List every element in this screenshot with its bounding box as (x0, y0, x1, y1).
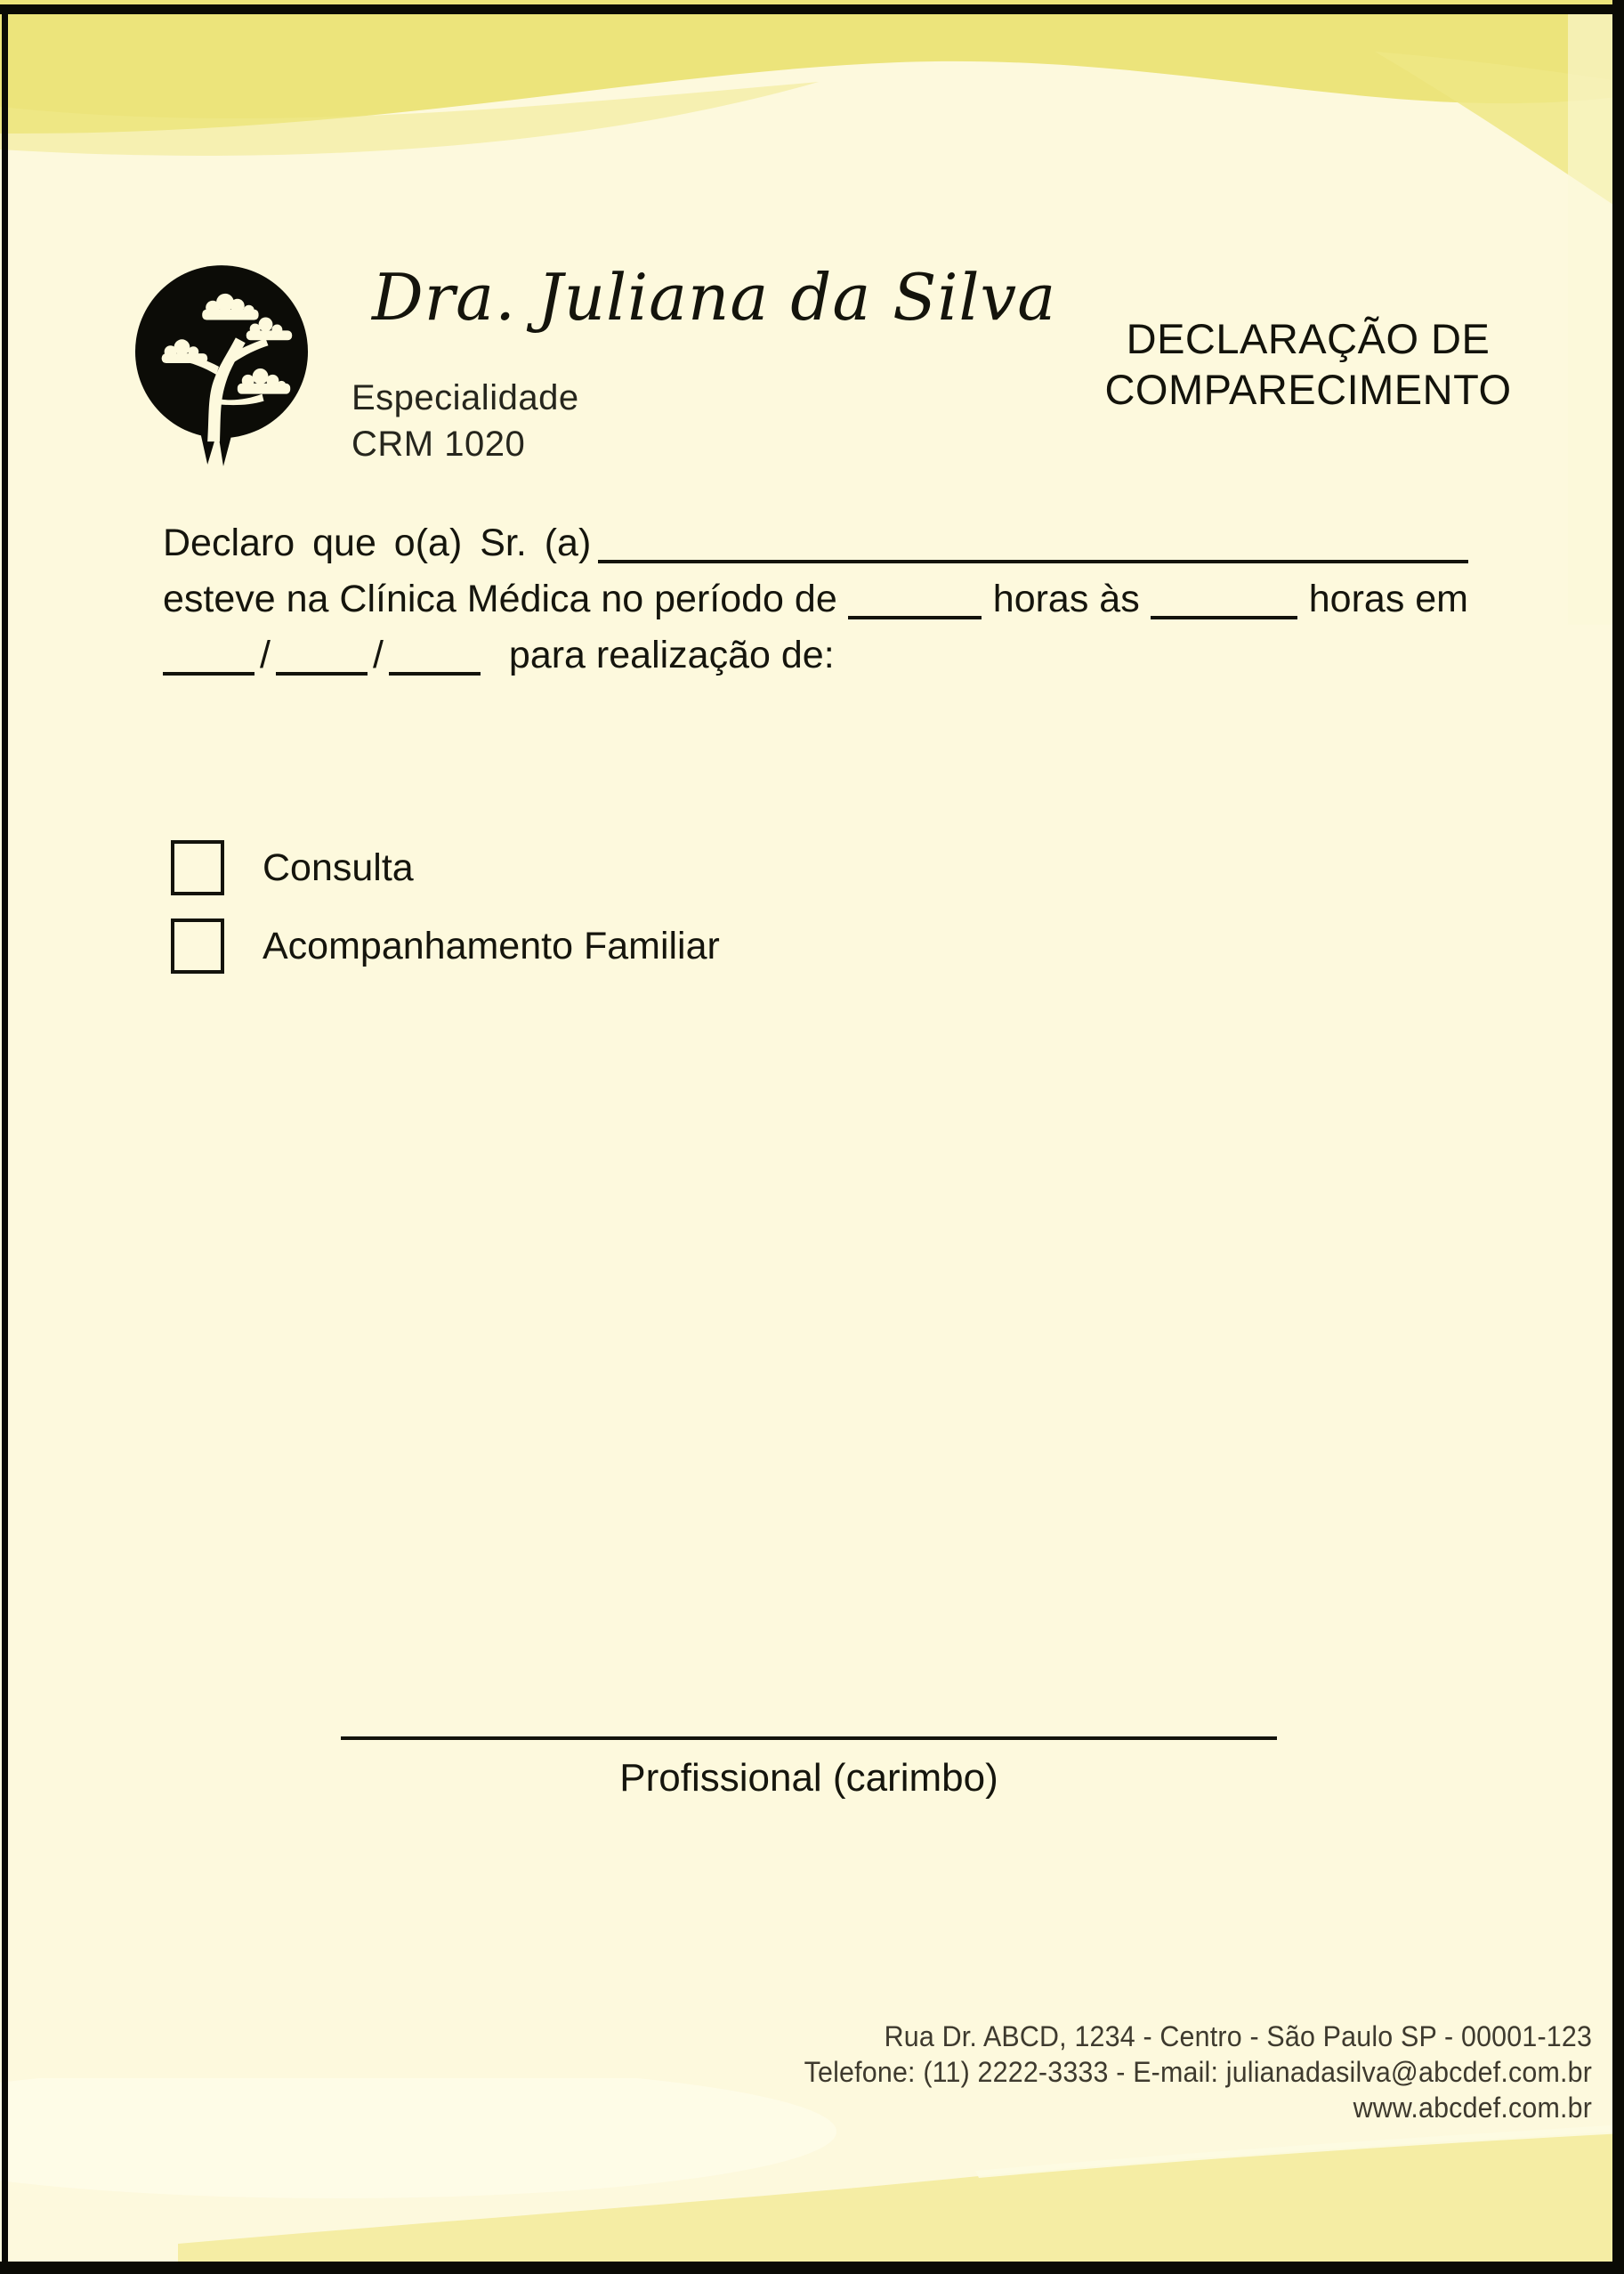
declaration-line1-text: Declaro que o(a) Sr. (a) (163, 521, 592, 564)
checkbox-row-consulta (171, 840, 414, 895)
date-separator: / (260, 633, 271, 676)
page-border-top (0, 4, 1624, 14)
date-day-blank[interactable] (163, 667, 255, 676)
footer-address: Rua Dr. ABCD, 1234 - Centro - São Paulo SP - 00001-123 (884, 2020, 1592, 2052)
bonsai-tree-icon (133, 263, 310, 468)
date-month-blank[interactable] (276, 667, 368, 676)
footer-website: www.abcdef.com.br (1353, 2092, 1592, 2124)
consulta-checkbox-label: Consulta (263, 846, 414, 889)
specialty-label: Especialidade (351, 378, 579, 417)
signature-block (341, 1736, 1277, 1801)
footer-phone-email: Telefone: (11) 2222-3333 - E-mail: julianadasilva@abcdef.com.br (804, 2056, 1592, 2088)
declaration-line2-text3: horas em (1308, 577, 1468, 620)
hours-end-blank[interactable] (1151, 611, 1297, 619)
crm-number: CRM 1020 (351, 425, 526, 464)
footer (804, 2019, 1592, 2125)
doctor-name: Dra. Juliana da Silva (372, 260, 1057, 335)
clinic-logo (133, 263, 310, 468)
declaration-line3-text: para realização de: (508, 633, 835, 676)
hours-start-blank[interactable] (848, 611, 982, 619)
acompanhamento-checkbox-label: Acompanhamento Familiar (263, 924, 720, 967)
document-title-line1: DECLARAÇÃO DE (1126, 315, 1491, 362)
signature-label: Profissional (carimbo) (619, 1756, 998, 1800)
declaration-line2-text1: esteve na Clínica Médica no período de (163, 577, 837, 620)
declaration-paragraph (163, 520, 1468, 688)
page-border-left (2, 4, 8, 2274)
page-border-right (1612, 0, 1624, 2274)
date-year-blank[interactable] (389, 667, 481, 676)
patient-name-blank[interactable] (598, 554, 1468, 563)
document-title (1041, 313, 1575, 415)
consulta-checkbox[interactable] (171, 840, 224, 895)
acompanhamento-checkbox[interactable] (171, 919, 224, 974)
document-title-line2: COMPARECIMENTO (1104, 366, 1512, 413)
declaration-line2-text2: horas às (992, 577, 1140, 620)
date-separator: / (372, 633, 384, 676)
page-border-bottom (0, 2262, 1624, 2274)
signature-line[interactable] (341, 1736, 1277, 1740)
checkbox-row-acompanhamento (171, 919, 720, 974)
